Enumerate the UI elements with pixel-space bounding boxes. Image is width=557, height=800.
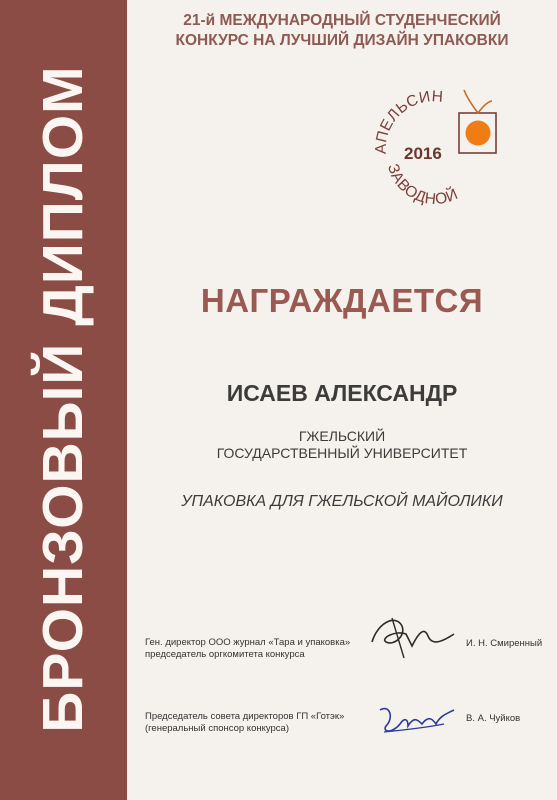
signature-2 (374, 694, 459, 744)
signer2-name: В. А. Чуйков (466, 713, 521, 724)
logo-year: 2016 (404, 144, 442, 163)
university-line1: ГЖЕЛЬСКИЙ (298, 428, 386, 444)
signer1-position-line1: Ген. директор ООО журнал «Тара и упаковка» (145, 637, 351, 648)
signature-1 (366, 612, 461, 662)
signer2-position (145, 711, 344, 734)
signer1-position-line2: председатель оргкомитета конкурса (145, 648, 305, 660)
university-line2: ГОСУДАРСТВЕННЫЙ УНИВЕРСИТЕТ (216, 445, 468, 461)
university (127, 428, 557, 462)
orange-icon (466, 121, 491, 146)
awarded-title: НАГРАЖДАЕТСЯ (200, 282, 484, 319)
logo-bottom-text: ЗАВОДНОЙ (383, 161, 461, 209)
ribbon-icon (464, 90, 492, 113)
contest-logo (364, 82, 504, 212)
signer2-position-line2: (генеральный спонсор конкурса) (145, 722, 289, 734)
signer2-position-line1: Председатель совета директоров ГП «Готэк» (145, 711, 345, 722)
contest-header-line1: 21-й МЕЖДУНАРОДНЫЙ СТУДЕНЧЕСКИЙ (183, 12, 501, 29)
sidebar-band (0, 0, 127, 800)
contest-header (127, 11, 557, 51)
signer1-name: И. Н. Смиренный (466, 638, 543, 649)
diploma-type-title: БРОНЗОВЫЙ ДИПЛОМ (31, 65, 95, 733)
contest-header-line2: КОНКУРС НА ЛУЧШИЙ ДИЗАЙН УПАКОВКИ (175, 32, 509, 49)
project-title: УПАКОВКА ДЛЯ ГЖЕЛЬСКОЙ МАЙОЛИКИ (181, 493, 503, 510)
signer1-position (145, 637, 350, 660)
recipient-name: ИСАЕВ АЛЕКСАНДР (226, 380, 458, 406)
logo-top-text: АПЕЛЬСИН (372, 88, 445, 155)
